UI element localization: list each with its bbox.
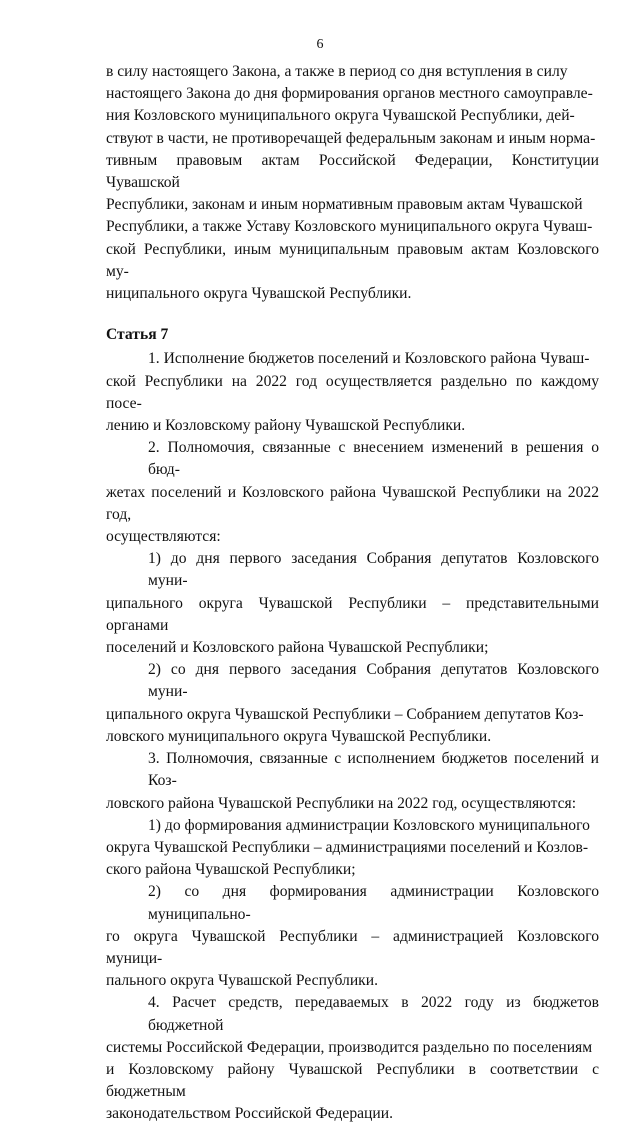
article-subparagraph-3-1	[106, 815, 599, 882]
text-line: ской Республики, иным муниципальным правовым актам Козловского му-	[106, 240, 599, 280]
text-line: округа Чувашской Республики – администрациями поселений и Козлов-	[106, 838, 589, 856]
page-number: 6	[316, 37, 324, 52]
text-line: поселений и Козловского района Чувашской Республики;	[106, 639, 489, 657]
text-line: Республики, а также Уставу Козловского муниципального округа Чуваш-	[106, 218, 593, 236]
document-body	[106, 61, 599, 1126]
text-line: и Козловскому району Чувашской Республики в соответствии с бюджетным	[106, 1060, 599, 1101]
article-paragraph-3	[106, 748, 599, 815]
text-line: ской Республики на 2022 год осуществляется раздельно по каждому посе-	[106, 372, 599, 412]
text-line: 1. Исполнение бюджетов поселений и Козловского района Чуваш-	[148, 350, 590, 368]
text-line: ципального округа Чувашской Республики – Собранием депутатов Коз-	[106, 705, 584, 723]
text-line: жетах поселений и Козловского района Чувашской Республики на 2022 год,	[106, 483, 599, 523]
text-line: 1) до дня первого заседания Собрания депутатов Козловского муни-	[148, 550, 599, 590]
text-line: ципального округа Чувашской Республики – представительными органами	[106, 594, 599, 634]
text-line: 2) со дня формирования администрации Козловского муниципально-	[148, 883, 599, 923]
text-line: настоящего Закона до дня формирования органов местного самоуправле-	[106, 85, 593, 103]
article-paragraph-4	[106, 992, 599, 1125]
article-paragraph-2	[106, 437, 599, 548]
text-line: осуществляются:	[106, 528, 221, 546]
text-line: 2) со дня первого заседания Собрания депутатов Козловского муни-	[148, 661, 599, 701]
text-line: ловского района Чувашской Республики на 2022 год, осуществляются:	[106, 794, 577, 812]
text-line: 4. Расчет средств, передаваемых в 2022 году из бюджетов бюджетной	[148, 994, 599, 1034]
intro-paragraph	[106, 61, 599, 305]
text-line: законодательством Российской Федерации.	[106, 1105, 393, 1123]
article-subparagraph-2-1	[106, 548, 599, 659]
article-paragraph-1	[106, 348, 599, 437]
text-line: 2. Полномочия, связанные с внесением изменений в решения о бюд-	[148, 439, 599, 479]
text-line: го округа Чувашской Республики – администрацией Козловского муници-	[106, 927, 599, 967]
article-title: Статья 7	[106, 326, 169, 344]
text-line: ского района Чувашской Республики;	[106, 861, 356, 879]
text-line: 1) до формирования администрации Козловского муниципального	[148, 816, 590, 834]
text-line: лению и Козловскому району Чувашской Республики.	[106, 417, 466, 435]
text-line: ниципального округа Чувашской Республики.	[106, 285, 412, 303]
text-line: 3. Полномочия, связанные с исполнением бюджетов поселений и Коз-	[148, 750, 599, 790]
text-line: в силу настоящего Закона, а также в период со дня вступления в силу	[106, 63, 568, 80]
text-line: системы Российской Федерации, производится раздельно по поселениям	[106, 1038, 593, 1056]
article-subparagraph-2-2	[106, 659, 599, 748]
text-line: пального округа Чувашской Республики.	[106, 972, 379, 990]
text-line: Республики, законам и иным нормативным правовым актам Чувашской	[106, 196, 583, 214]
text-line: ния Козловского муниципального округа Чувашской Республики, дей-	[106, 107, 575, 125]
article-subparagraph-3-2	[106, 881, 599, 992]
text-line: ствуют в части, не противоречащей федеральным законам и иным норма-	[106, 129, 596, 147]
text-line: тивным правовым актам Российской Федерации, Конституции Чувашской	[106, 151, 599, 192]
text-line: ловского муниципального округа Чувашской Республики.	[106, 727, 492, 745]
